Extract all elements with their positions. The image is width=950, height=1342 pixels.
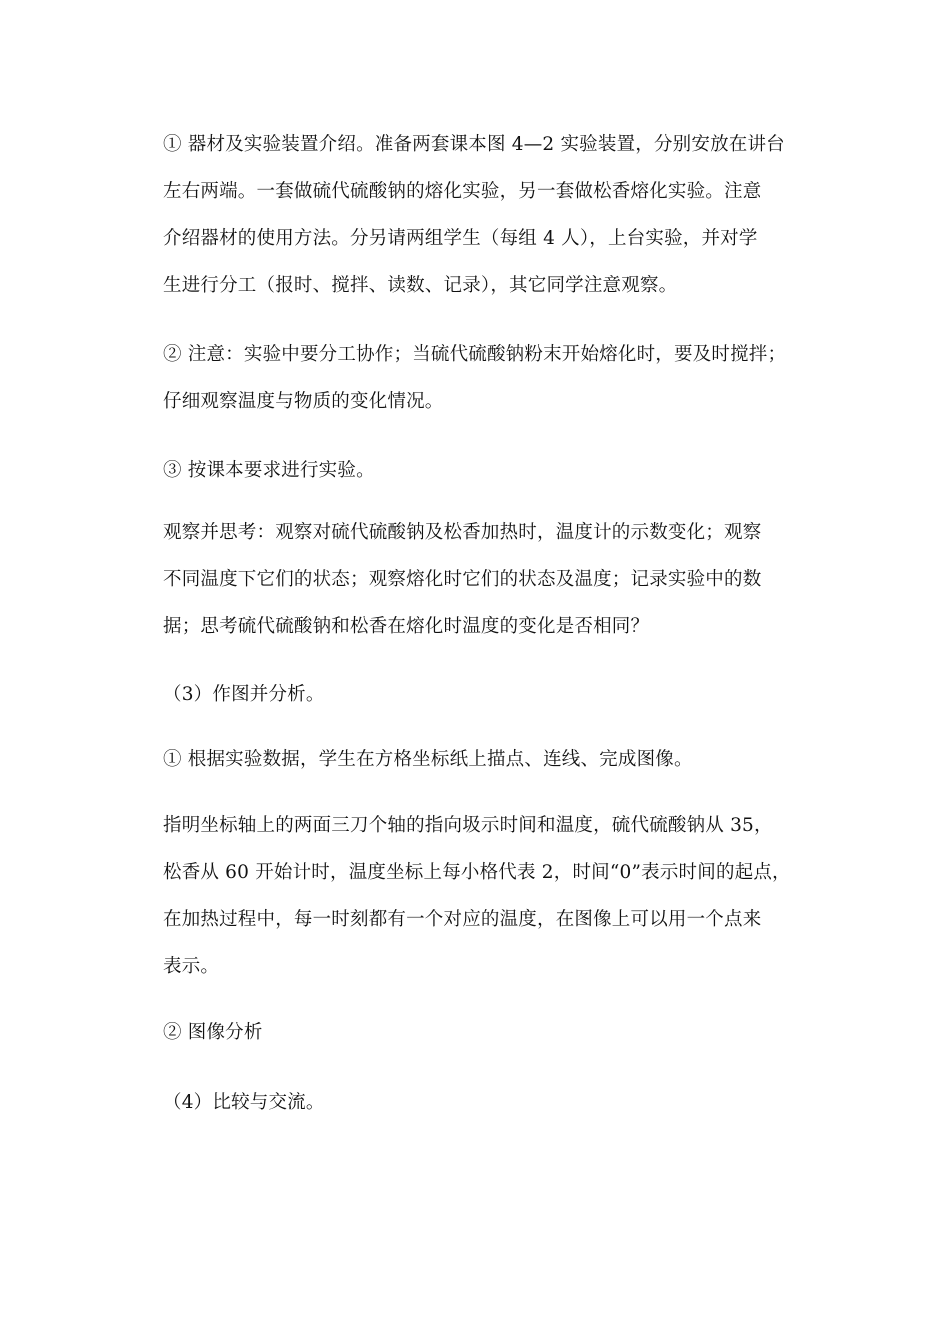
text-line-2: 左右两端。一套做硫代硫酸钠的熔化实验，另一套做松香熔化实验。注意: [163, 181, 762, 202]
text-line-17: ② 图像分析: [163, 1022, 263, 1043]
text-line-7: ③ 按课本要求进行实验。: [163, 460, 375, 481]
text-line-16: 表示。: [163, 956, 220, 977]
text-line-9: 不同温度下它们的状态；观察熔化时它们的状态及温度；记录实验中的数: [163, 569, 762, 590]
text-line-13: 指明坐标轴上的两面三刀个轴的指向圾示时间和温度，硫代硫酸钠从 35，: [163, 815, 773, 836]
text-line-12: ① 根据实验数据，学生在方格坐标纸上描点、连线、完成图像。: [163, 749, 693, 770]
text-line-15: 在加热过程中，每一时刻都有一个对应的温度，在图像上可以用一个点来: [163, 909, 762, 930]
text-line-18: （4）比较与交流。: [163, 1092, 325, 1113]
text-line-14: 松香从 60 开始计时，温度坐标上每小格代表 2，时间“0”表示时间的起点，: [163, 862, 791, 883]
text-line-8: 观察并思考：观察对硫代硫酸钠及松香加热时，温度计的示数变化；观察: [163, 522, 762, 543]
text-line-5: ② 注意：实验中要分工协作；当硫代硫酸钠粉末开始熔化时，要及时搅拌；: [163, 344, 787, 365]
text-line-10: 据；思考硫代硫酸钠和松香在熔化时温度的变化是否相同？: [163, 616, 650, 637]
text-line-4: 生进行分工（报时、搅拌、读数、记录），其它同学注意观察。: [163, 275, 678, 296]
text-line-6: 仔细观察温度与物质的变化情况。: [163, 391, 444, 412]
text-line-1: ① 器材及实验装置介绍。准备两套课本图 4—2 实验装置，分别安放在讲台: [163, 134, 785, 155]
text-line-3: 介绍器材的使用方法。分另请两组学生（每组 4 人），上台实验，并对学: [163, 228, 758, 249]
text-line-11: （3）作图并分析。: [163, 684, 325, 705]
